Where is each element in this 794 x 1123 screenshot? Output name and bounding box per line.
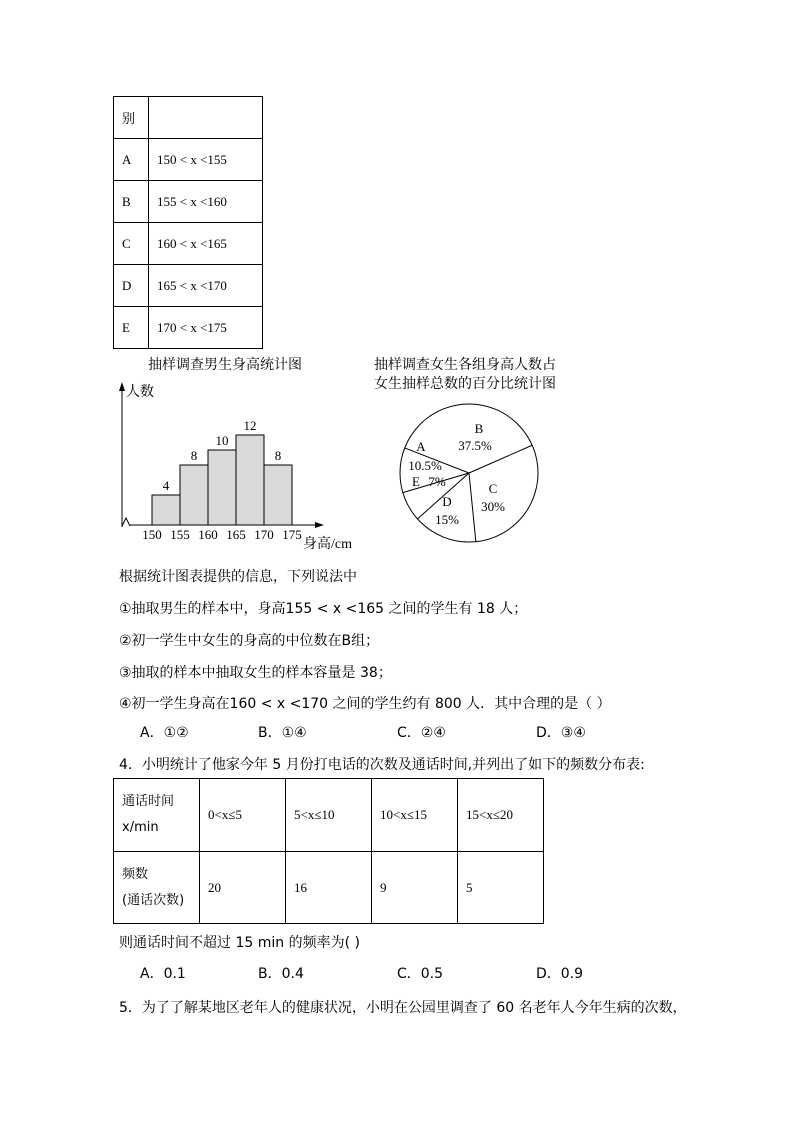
boys-height-histogram [110,380,370,555]
height-group-table [113,96,263,349]
interval-cell: 15<x≤20 [458,779,544,852]
pie-percent-label: 37.5% [458,438,492,453]
count-header-line2: (通话次数) [122,892,185,908]
group-cell: C [114,223,149,265]
pie-slice-label: B [474,421,484,436]
histogram-bar [152,495,180,525]
pie-chart-title-line1: 抽样调查女生各组身高人数占 [374,357,556,373]
q5-stem: 5．为了了解某地区老年人的健康状况，小明在公园里调查了 60 名老年人今年生病的次数， [119,1000,687,1016]
q3-stem: 根据统计图表提供的信息，下列说法中 [119,569,357,585]
time-header-line2: x/min [122,820,159,835]
range-cell: 155 < x <160 [149,181,263,223]
histogram-bar [264,465,292,525]
q4-stem: 4．小明统计了他家今年 5 月份打电话的次数及通话时间,并列出了如下的频数分布表: [119,757,645,773]
x-tick-label: 160 [198,527,218,542]
group-cell: D [114,265,149,307]
pie-percent-label: 30% [481,499,505,514]
histogram-bar [180,465,208,525]
q3-statement-3: ③抽取的样本中抽取女生的样本容量是 38； [119,665,392,681]
q4-option-a[interactable]: A．0.1 [140,966,186,982]
interval-cell: 5<x≤10 [286,779,372,852]
pie-slice-label: E [412,474,420,489]
count-header-line1: 频数 [122,866,149,882]
call-frequency-table [113,778,544,924]
bar-value-label: 8 [190,448,198,463]
group-header-cell: 别 [114,97,149,139]
x-tick-label: 175 [282,527,302,542]
q4-question: 则通话时间不超过 15 min 的频率为( ) [119,935,360,951]
q4-option-d[interactable]: D．0.9 [536,966,584,982]
range-cell: 160 < x <165 [149,223,263,265]
histogram-bar [208,450,236,525]
q3-option-b[interactable]: B．①④ [258,725,307,741]
pie-percent-label: 7% [428,474,446,489]
count-cell: 9 [372,852,458,924]
x-tick-label: 155 [170,527,190,542]
girls-height-pie-chart [398,402,540,544]
bar-value-label: 8 [274,448,282,463]
x-tick-label: 165 [226,527,246,542]
pie-percent-label: 15% [435,512,459,527]
range-cell: 170 < x <175 [149,307,263,349]
range-header-cell [149,97,263,139]
x-tick-label: 170 [254,527,274,542]
bar-value-label: 4 [162,478,170,493]
count-cell: 20 [200,852,286,924]
x-tick-label: 150 [142,527,162,542]
time-header-cell [114,779,200,852]
x-axis-label: 身高/cm [303,537,352,552]
count-cell: 5 [458,852,544,924]
q3-statement-1: ①抽取男生的样本中，身高155 < x <165 之间的学生有 18 人； [119,601,528,617]
pie-percent-label: 10.5% [408,458,442,473]
q3-option-d[interactable]: D．③④ [536,725,586,741]
range-cell: 165 < x <170 [149,265,263,307]
pie-chart-title-line2: 女生抽样总数的百分比统计图 [374,376,556,392]
pie-slice-label: D [442,494,452,509]
group-cell: B [114,181,149,223]
group-cell: A [114,139,149,181]
q4-option-b[interactable]: B．0.4 [258,966,304,982]
y-axis-label: 人数 [126,385,154,400]
pie-slice-label: C [488,481,498,496]
interval-cell: 10<x≤15 [372,779,458,852]
range-cell: 150 < x <155 [149,139,263,181]
count-cell: 16 [286,852,372,924]
interval-cell: 0<x≤5 [200,779,286,852]
pie-slice-label: A [416,439,426,454]
histogram-bar [236,435,264,525]
bar-value-label: 10 [215,433,229,448]
group-cell: E [114,307,149,349]
q4-option-c[interactable]: C．0.5 [397,966,444,982]
axis-break-mark [122,518,130,526]
q3-statement-4: ④初一学生身高在160 < x <170 之间的学生约有 800 人．其中合理的是（ ） [119,696,611,712]
count-header-cell [114,852,200,924]
y-axis-arrow [119,382,125,391]
bar-chart-title: 抽样调查男生身高统计图 [148,357,302,373]
q3-option-c[interactable]: C．②④ [397,725,446,741]
q3-option-a[interactable]: A．①② [140,725,189,741]
bar-value-label: 12 [243,418,257,433]
q3-statement-2: ②初一学生中女生的身高的中位数在B组； [119,633,380,649]
time-header-line1: 通话时间 [122,794,175,809]
x-axis-arrow [315,522,324,528]
